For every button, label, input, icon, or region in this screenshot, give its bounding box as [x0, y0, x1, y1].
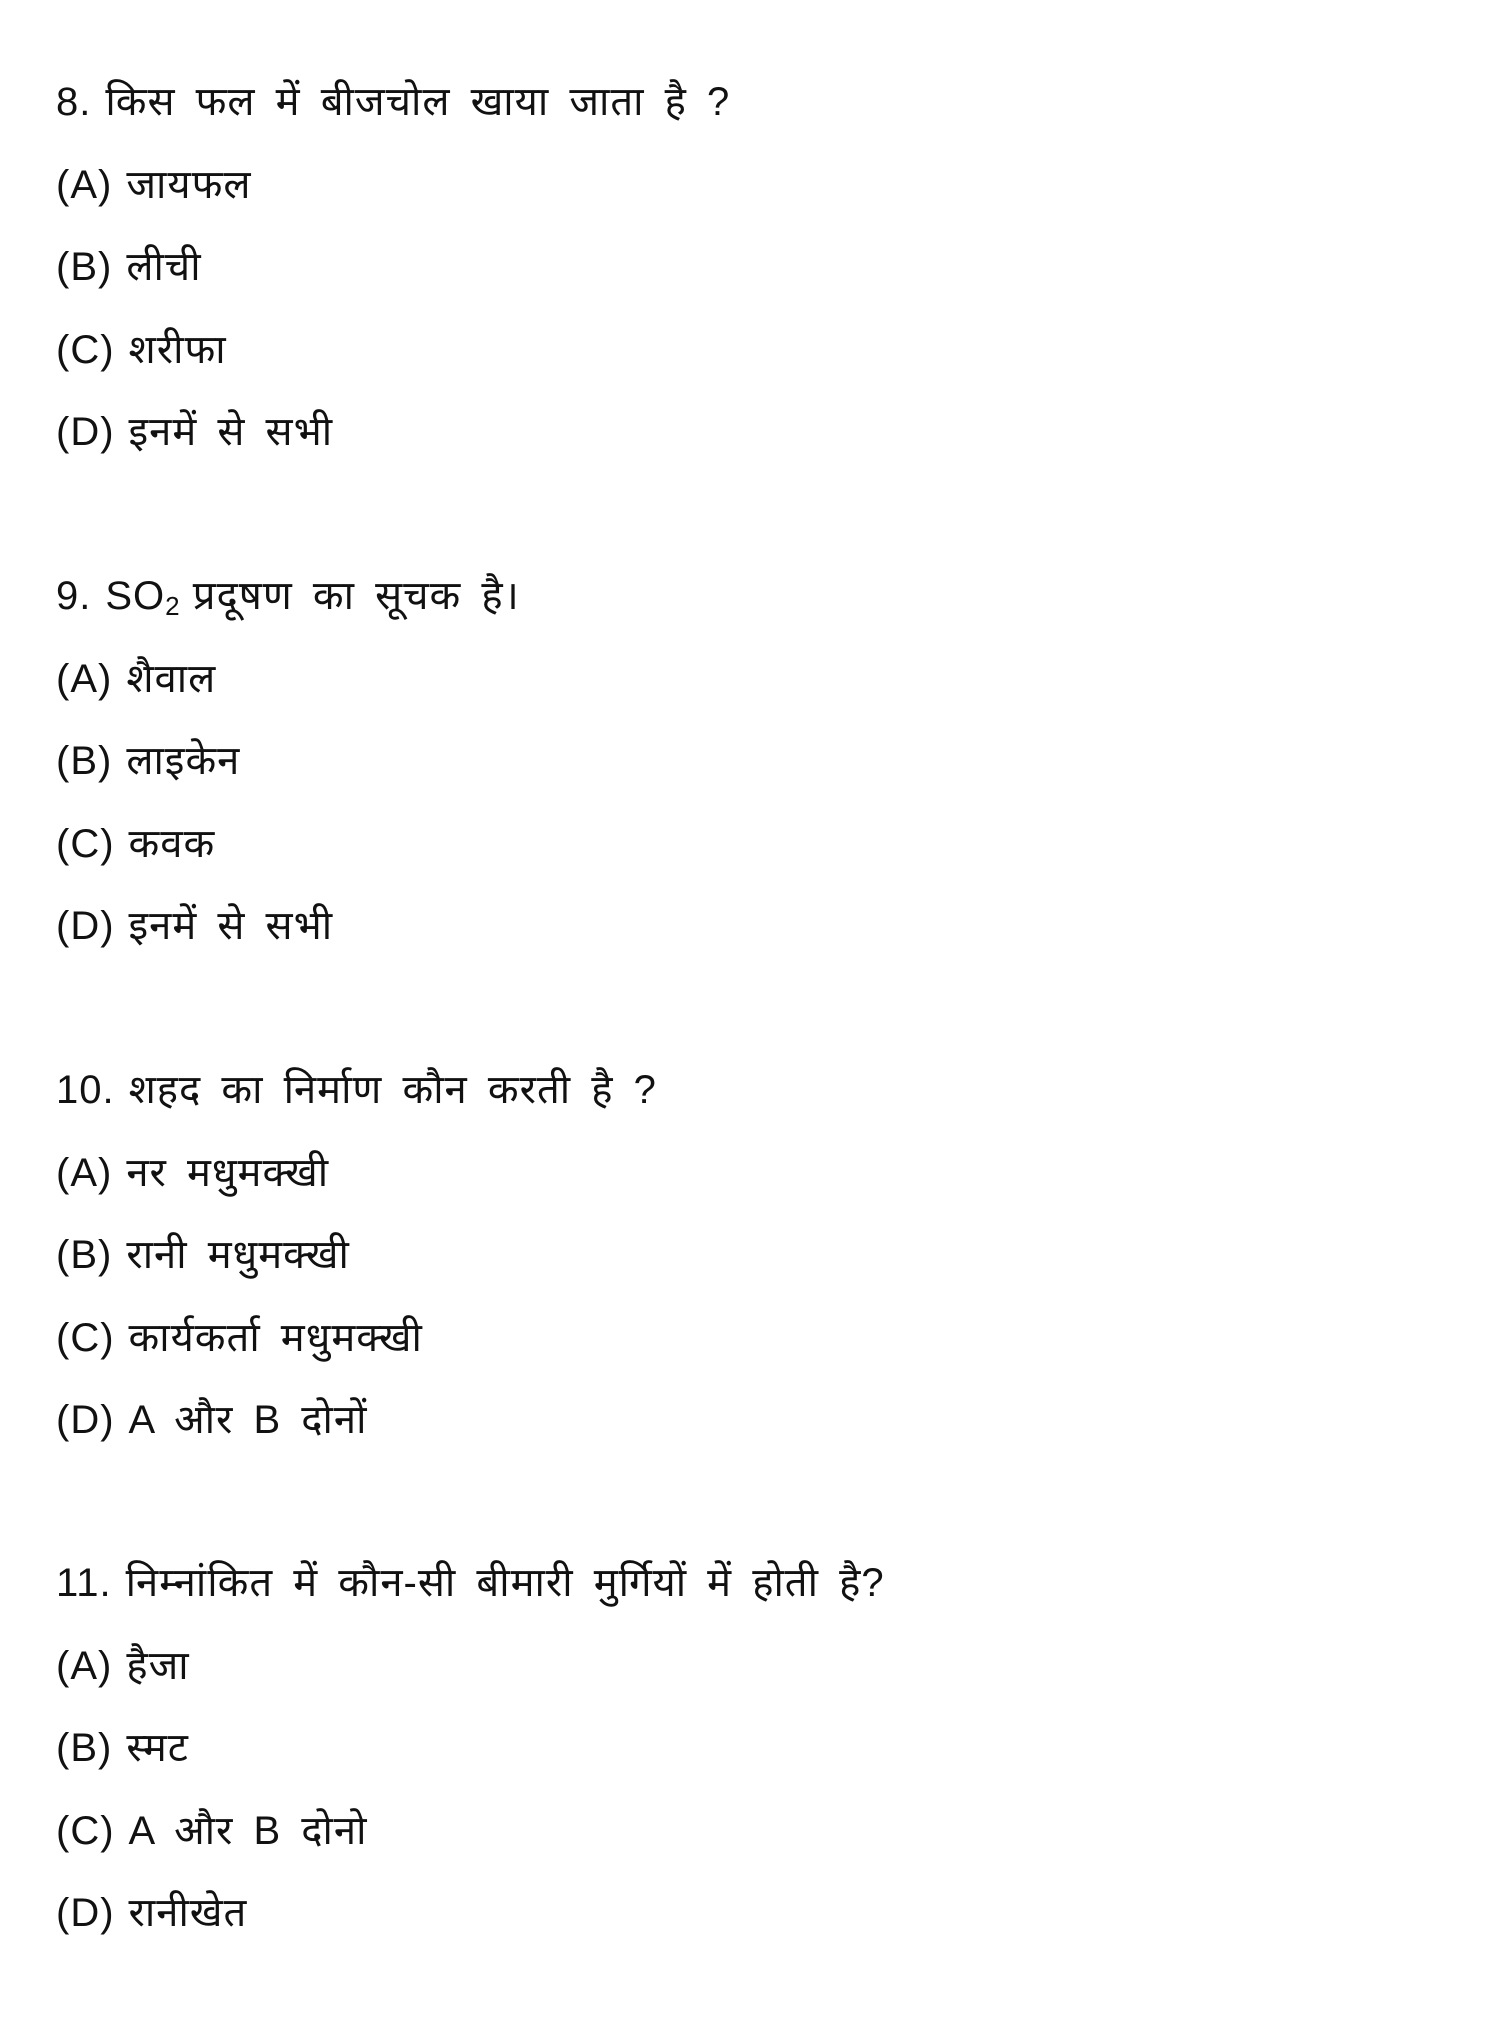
option-c	[56, 819, 215, 869]
option-text: हैजा	[126, 1643, 190, 1688]
question-text: निम्नांकित में कौन-सी बीमारी मुर्गियों में होती है?	[125, 1561, 885, 1605]
option-a	[56, 160, 252, 210]
option-b	[56, 1723, 189, 1773]
option-c	[56, 1806, 367, 1856]
option-c	[56, 1313, 423, 1363]
option-label: (B)	[56, 1726, 113, 1770]
question-number: 9.	[56, 574, 92, 618]
formula-prefix: SO	[105, 574, 166, 618]
option-label: (D)	[56, 1398, 115, 1442]
option-label: (C)	[56, 1808, 115, 1853]
option-text: नर मधुमक्खी	[126, 1150, 330, 1195]
question-11	[56, 1558, 885, 1608]
option-text: शैवाल	[126, 656, 217, 701]
option-text: कार्यकर्ता मधुमक्खी	[128, 1315, 423, 1360]
option-d	[56, 407, 333, 457]
question-10	[56, 1065, 657, 1115]
option-text: A और B दोनों	[128, 1398, 368, 1442]
option-label: (C)	[56, 327, 115, 372]
option-label: (A)	[56, 1643, 113, 1688]
question-text: किस फल में बीजचोल खाया जाता है ?	[105, 80, 731, 124]
question-text: प्रदूषण का सूचक है।	[192, 574, 520, 618]
option-text: शरीफा	[128, 327, 227, 372]
option-label: (A)	[56, 162, 113, 207]
option-d	[56, 1395, 367, 1445]
option-text: इनमें से सभी	[128, 410, 334, 454]
option-b	[56, 736, 240, 786]
option-d	[56, 901, 333, 951]
option-text: इनमें से सभी	[128, 904, 334, 948]
question-number: 10.	[56, 1068, 115, 1112]
option-text: रानी मधुमक्खी	[126, 1233, 350, 1277]
question-number: 11.	[56, 1561, 112, 1605]
option-label: (B)	[56, 739, 113, 783]
option-a	[56, 1148, 329, 1198]
option-text: स्मट	[126, 1726, 189, 1770]
option-label: (D)	[56, 410, 115, 454]
option-text: लाइकेन	[126, 739, 241, 783]
option-a	[56, 1641, 190, 1691]
option-label: (A)	[56, 656, 113, 701]
option-label: (B)	[56, 245, 113, 289]
question-8	[56, 77, 730, 127]
chemical-formula	[105, 574, 181, 621]
option-label: (B)	[56, 1233, 113, 1277]
option-b	[56, 242, 202, 292]
option-label: (D)	[56, 904, 115, 948]
option-b	[56, 1230, 350, 1280]
question-text: शहद का निर्माण कौन करती है ?	[128, 1068, 657, 1112]
option-d	[56, 1888, 247, 1938]
option-text: लीची	[126, 245, 202, 289]
option-c	[56, 325, 227, 375]
option-text: रानीखेत	[128, 1891, 248, 1935]
question-number: 8.	[56, 80, 92, 124]
option-text: A और B दोनो	[128, 1808, 368, 1853]
formula-subscript: 2	[165, 591, 181, 621]
option-label: (D)	[56, 1891, 115, 1935]
option-label: (C)	[56, 821, 115, 866]
option-text: कवक	[128, 821, 216, 866]
option-label: (C)	[56, 1315, 115, 1360]
option-text: जायफल	[126, 162, 252, 207]
option-label: (A)	[56, 1150, 113, 1195]
option-a	[56, 654, 216, 704]
question-9	[56, 571, 520, 621]
